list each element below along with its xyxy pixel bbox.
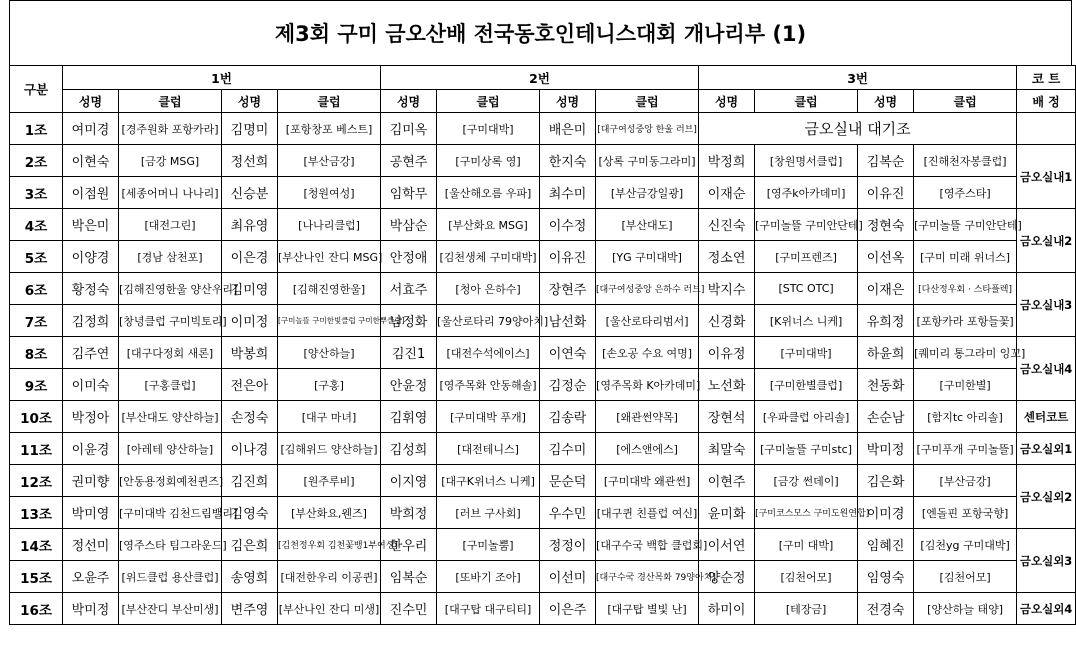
player-club: [대전수석에이스] <box>437 337 540 369</box>
player-club: [퀘미리 통그라미 잉꼬] <box>914 337 1017 369</box>
player-name: 박봉희 <box>222 337 278 369</box>
player-club: [세종어머니 나나리] <box>119 177 222 209</box>
group-label: 7조 <box>10 305 63 337</box>
header-club: 클럽 <box>278 90 381 113</box>
court-assignment: 금오실외3 <box>1017 529 1076 593</box>
player-name: 이현숙 <box>63 145 119 177</box>
player-club: [구미놀뜰 구미안단테] <box>755 209 858 241</box>
player-name: 이연숙 <box>540 337 596 369</box>
player-club: [부산화요,웬즈] <box>278 497 381 529</box>
player-name: 임혜진 <box>858 529 914 561</box>
sheet-title: 제3회 구미 금오산배 전국동호인테니스대회 개나리부 (1) <box>9 0 1072 65</box>
player-name: 장현석 <box>699 401 755 433</box>
player-club: [구미놀뜰 구미한빛클럽 구미한뿌클럽] <box>278 305 381 337</box>
group-row <box>10 369 1076 401</box>
player-club: [대전테니스] <box>437 433 540 465</box>
waiting-group-cell: 금오실내 대기조 <box>699 113 1017 145</box>
player-club: [우파클럽 아리솔] <box>755 401 858 433</box>
player-club: [러브 구사회] <box>437 497 540 529</box>
player-name: 윤미화 <box>699 497 755 529</box>
player-club: [포항카라 포항들꽃] <box>914 305 1017 337</box>
player-club: [엔돌핀 포항국향] <box>914 497 1017 529</box>
player-club: [부산금강일광] <box>596 177 699 209</box>
player-name: 이재은 <box>858 273 914 305</box>
player-name: 이선옥 <box>858 241 914 273</box>
header-club: 클럽 <box>437 90 540 113</box>
player-name: 신경화 <box>699 305 755 337</box>
player-name: 이나경 <box>222 433 278 465</box>
player-club: [대전그린] <box>119 209 222 241</box>
player-club: [또바기 조아] <box>437 561 540 593</box>
player-name: 진수민 <box>381 593 437 625</box>
group-row <box>10 401 1076 433</box>
group-row <box>10 529 1076 561</box>
player-name: 한지숙 <box>540 145 596 177</box>
group-label: 10조 <box>10 401 63 433</box>
player-name: 김미영 <box>222 273 278 305</box>
player-name: 하미이 <box>699 593 755 625</box>
player-club: [대구퀸 친플럽 여신] <box>596 497 699 529</box>
header-name: 성명 <box>858 90 914 113</box>
player-club: [부산나인 잔디 MSG] <box>278 241 381 273</box>
player-name: 양순정 <box>699 561 755 593</box>
player-name: 김진희 <box>222 465 278 497</box>
player-club: [구미대박 푸개] <box>437 401 540 433</box>
player-name: 최수미 <box>540 177 596 209</box>
group-row <box>10 337 1076 369</box>
player-name: 정현숙 <box>858 209 914 241</box>
player-name: 공현주 <box>381 145 437 177</box>
player-name: 여미경 <box>63 113 119 145</box>
player-club: [구미한별클럽] <box>755 369 858 401</box>
header-club: 클럽 <box>755 90 858 113</box>
player-club: [김천생체 구미대박] <box>437 241 540 273</box>
court-assignment: 센터코트 <box>1017 401 1076 433</box>
group-row <box>10 497 1076 529</box>
court-assignment: 금오실내3 <box>1017 273 1076 337</box>
player-club: [대구다정회 새론] <box>119 337 222 369</box>
player-name: 남선화 <box>540 305 596 337</box>
court-assignment: 금오실내4 <box>1017 337 1076 401</box>
bracket-table <box>9 65 1076 625</box>
group-label: 12조 <box>10 465 63 497</box>
player-club: [김천yg 구미대박] <box>914 529 1017 561</box>
header-court-top: 코 트 <box>1017 66 1076 90</box>
player-club: [김해진영한울] <box>278 273 381 305</box>
group-row <box>10 209 1076 241</box>
player-club: [대구탑 별빛 난] <box>596 593 699 625</box>
player-name: 오윤주 <box>63 561 119 593</box>
player-club: [에스앤에스] <box>596 433 699 465</box>
court-assignment: 금오실외4 <box>1017 593 1076 625</box>
player-club: [부산대도] <box>596 209 699 241</box>
player-name: 박희정 <box>381 497 437 529</box>
player-club: [대구탑 대구티티] <box>437 593 540 625</box>
player-club: [영주스타] <box>914 177 1017 209</box>
player-name: 서효주 <box>381 273 437 305</box>
player-name: 최유영 <box>222 209 278 241</box>
player-club: [금강 MSG] <box>119 145 222 177</box>
court-assignment: 금오실외2 <box>1017 465 1076 529</box>
player-club: [STC OTC] <box>755 273 858 305</box>
player-club: [아레테 양산하늘] <box>119 433 222 465</box>
player-name: 박삼순 <box>381 209 437 241</box>
player-name: 장현주 <box>540 273 596 305</box>
group-label: 16조 <box>10 593 63 625</box>
player-club: [부산잔디 부산미생] <box>119 593 222 625</box>
player-name: 이점원 <box>63 177 119 209</box>
player-name: 이은경 <box>222 241 278 273</box>
player-name: 박미정 <box>63 593 119 625</box>
player-club: [구홍클럽] <box>119 369 222 401</box>
player-club: [구미대박 김천드림밸리] <box>119 497 222 529</box>
player-club: [영주목화 안동해솔] <box>437 369 540 401</box>
group-row <box>10 433 1076 465</box>
player-club: [왜관썬약목] <box>596 401 699 433</box>
player-name: 정정이 <box>540 529 596 561</box>
header-name: 성명 <box>222 90 278 113</box>
player-name: 박미영 <box>63 497 119 529</box>
player-club: [청아 은하수] <box>437 273 540 305</box>
bracket-body <box>10 113 1076 625</box>
player-name: 김은화 <box>858 465 914 497</box>
player-club: [대구수국 백합 클럽회] <box>596 529 699 561</box>
header-club: 클럽 <box>596 90 699 113</box>
player-name: 유희정 <box>858 305 914 337</box>
player-club: [상록 구미동그라미] <box>596 145 699 177</box>
player-club: [울산로타리범서] <box>596 305 699 337</box>
player-club: [울산로타리 79양아치] <box>437 305 540 337</box>
player-name: 이재순 <box>699 177 755 209</box>
player-club: [김해진영한울 양산우리] <box>119 273 222 305</box>
player-name: 박은미 <box>63 209 119 241</box>
header-club: 클럽 <box>119 90 222 113</box>
player-club: [창원명서클럽] <box>755 145 858 177</box>
player-club: [김천어모] <box>914 561 1017 593</box>
player-name: 이유진 <box>858 177 914 209</box>
player-name: 박정희 <box>699 145 755 177</box>
player-name: 김영숙 <box>222 497 278 529</box>
group-row <box>10 177 1076 209</box>
header-court-bottom: 배 정 <box>1017 90 1076 113</box>
group-row <box>10 145 1076 177</box>
player-name: 배은미 <box>540 113 596 145</box>
player-name: 박지수 <box>699 273 755 305</box>
player-name: 한우리 <box>381 529 437 561</box>
player-club: [대구여성중앙 한울 러브] <box>596 113 699 145</box>
player-club: [창녕클럽 구미빅토리] <box>119 305 222 337</box>
player-name: 손정숙 <box>222 401 278 433</box>
player-name: 이미정 <box>222 305 278 337</box>
bracket-sheet <box>9 0 1072 646</box>
player-club: [구미놀뜰 구미안단테] <box>914 209 1017 241</box>
player-club: [김해위드 양산하늘] <box>278 433 381 465</box>
header-gubun: 구분 <box>10 66 63 113</box>
player-name: 송영희 <box>222 561 278 593</box>
player-name: 이미숙 <box>63 369 119 401</box>
group-row <box>10 305 1076 337</box>
player-club: [구미프렌즈] <box>755 241 858 273</box>
player-name: 김복순 <box>858 145 914 177</box>
player-name: 황정숙 <box>63 273 119 305</box>
player-club: [대구K위너스 니케] <box>437 465 540 497</box>
player-name: 김은희 <box>222 529 278 561</box>
player-name: 정선미 <box>63 529 119 561</box>
player-club: [부산화요 MSG] <box>437 209 540 241</box>
group-label: 8조 <box>10 337 63 369</box>
player-club: [다산정우회 · 스타플렉] <box>914 273 1017 305</box>
header-row-fields <box>10 90 1076 113</box>
player-club: [구미대박] <box>755 337 858 369</box>
player-club: [부산금강] <box>278 145 381 177</box>
player-club: [구미코스모스 구미도원연합] <box>755 497 858 529</box>
player-name: 이현주 <box>699 465 755 497</box>
player-club: [청원여성] <box>278 177 381 209</box>
player-name: 천동화 <box>858 369 914 401</box>
player-club: [대구 마녀] <box>278 401 381 433</box>
group-row <box>10 593 1076 625</box>
player-club: [구미놀뜰 구미stc] <box>755 433 858 465</box>
player-name: 이선미 <box>540 561 596 593</box>
player-name: 손순남 <box>858 401 914 433</box>
court-assignment: 금오실외1 <box>1017 433 1076 465</box>
player-club: [경주원화 포항카라] <box>119 113 222 145</box>
player-club: [영주k아카데미] <box>755 177 858 209</box>
player-club: [구미 대박] <box>755 529 858 561</box>
player-name: 최말숙 <box>699 433 755 465</box>
player-club: [포항창포 베스트] <box>278 113 381 145</box>
player-club: [손오공 수요 여명] <box>596 337 699 369</box>
player-club: [영주목화 K아카데미] <box>596 369 699 401</box>
player-name: 변주영 <box>222 593 278 625</box>
player-name: 이지영 <box>381 465 437 497</box>
player-club: [양산하늘] <box>278 337 381 369</box>
player-name: 임영숙 <box>858 561 914 593</box>
player-name: 노선화 <box>699 369 755 401</box>
player-name: 안윤정 <box>381 369 437 401</box>
player-name: 전경숙 <box>858 593 914 625</box>
player-name: 남정화 <box>381 305 437 337</box>
group-row <box>10 241 1076 273</box>
player-name: 정소연 <box>699 241 755 273</box>
header-club: 클럽 <box>914 90 1017 113</box>
group-label: 15조 <box>10 561 63 593</box>
player-club: [대구여성중앙 은하수 러브] <box>596 273 699 305</box>
player-name: 이유진 <box>540 241 596 273</box>
player-club: [금강 썬데이] <box>755 465 858 497</box>
group-row <box>10 273 1076 305</box>
player-club: [대전한우리 이공퀸] <box>278 561 381 593</box>
player-name: 김수미 <box>540 433 596 465</box>
header-name: 성명 <box>540 90 596 113</box>
group-label: 6조 <box>10 273 63 305</box>
player-club: [부산금강] <box>914 465 1017 497</box>
player-name: 이유정 <box>699 337 755 369</box>
group-row <box>10 465 1076 497</box>
player-name: 이윤경 <box>63 433 119 465</box>
player-club: [부산나인 잔디 미생] <box>278 593 381 625</box>
player-club: [영주스타 팀그라운드] <box>119 529 222 561</box>
header-name: 성명 <box>63 90 119 113</box>
player-name: 이서연 <box>699 529 755 561</box>
player-name: 우수민 <box>540 497 596 529</box>
player-club: [함지tc 아리솔] <box>914 401 1017 433</box>
group-label: 1조 <box>10 113 63 145</box>
court-assignment <box>1017 113 1076 145</box>
player-club: [김천어모] <box>755 561 858 593</box>
player-name: 전은아 <box>222 369 278 401</box>
player-name: 박미정 <box>858 433 914 465</box>
group-label: 14조 <box>10 529 63 561</box>
group-label: 2조 <box>10 145 63 177</box>
group-label: 3조 <box>10 177 63 209</box>
player-club: [K위너스 니케] <box>755 305 858 337</box>
player-club: [YG 구미대박] <box>596 241 699 273</box>
court-assignment: 금오실내1 <box>1017 145 1076 209</box>
player-name: 김정희 <box>63 305 119 337</box>
player-name: 이은주 <box>540 593 596 625</box>
player-club: [진해천자봉클럽] <box>914 145 1017 177</box>
header-name: 성명 <box>381 90 437 113</box>
header-name: 성명 <box>699 90 755 113</box>
player-name: 문순덕 <box>540 465 596 497</box>
player-name: 김휘영 <box>381 401 437 433</box>
player-club: [부산대도 양산하늘] <box>119 401 222 433</box>
player-club: [김천정우회 김천꽃뱅1부여성] <box>278 529 381 561</box>
player-name: 김주연 <box>63 337 119 369</box>
player-club: [울산해오름 우파] <box>437 177 540 209</box>
player-club: [대구수국 경산목화 79양아치] <box>596 561 699 593</box>
group-label: 4조 <box>10 209 63 241</box>
player-club: [구미푸개 구미놀뜰] <box>914 433 1017 465</box>
player-club: [구홍] <box>278 369 381 401</box>
court-assignment: 금오실내2 <box>1017 209 1076 273</box>
group-row <box>10 113 1076 145</box>
player-club: [양산하늘 태양] <box>914 593 1017 625</box>
player-name: 김성희 <box>381 433 437 465</box>
player-name: 김정순 <box>540 369 596 401</box>
player-name: 신승분 <box>222 177 278 209</box>
header-group-2: 2번 <box>381 66 699 90</box>
player-name: 임학무 <box>381 177 437 209</box>
player-name: 김송락 <box>540 401 596 433</box>
header-group-3: 3번 <box>699 66 1017 90</box>
header-group-1: 1번 <box>63 66 381 90</box>
player-club: [구미대박 왜관썬] <box>596 465 699 497</box>
player-name: 정선희 <box>222 145 278 177</box>
player-name: 김진1 <box>381 337 437 369</box>
player-club: [원주루비] <box>278 465 381 497</box>
player-club: [경남 삼천포] <box>119 241 222 273</box>
player-name: 권미향 <box>63 465 119 497</box>
player-name: 박정아 <box>63 401 119 433</box>
group-row <box>10 561 1076 593</box>
player-name: 신진숙 <box>699 209 755 241</box>
player-club: [구미놀뿜] <box>437 529 540 561</box>
group-label: 11조 <box>10 433 63 465</box>
player-club: [테장금] <box>755 593 858 625</box>
player-club: [구미대박] <box>437 113 540 145</box>
player-name: 임복순 <box>381 561 437 593</box>
player-club: [구미 미래 위너스] <box>914 241 1017 273</box>
group-label: 9조 <box>10 369 63 401</box>
group-label: 13조 <box>10 497 63 529</box>
header-row-groups <box>10 66 1076 90</box>
group-label: 5조 <box>10 241 63 273</box>
player-name: 안정애 <box>381 241 437 273</box>
player-name: 이수정 <box>540 209 596 241</box>
player-club: [안동용정회예천퀸즈] <box>119 465 222 497</box>
player-club: [위드클럽 용산클럽] <box>119 561 222 593</box>
player-name: 김미옥 <box>381 113 437 145</box>
player-club: [구미상록 영] <box>437 145 540 177</box>
player-name: 하윤희 <box>858 337 914 369</box>
player-name: 김명미 <box>222 113 278 145</box>
player-club: [구미한별] <box>914 369 1017 401</box>
player-club: [나나리클럽] <box>278 209 381 241</box>
player-name: 이미경 <box>858 497 914 529</box>
player-name: 이양경 <box>63 241 119 273</box>
